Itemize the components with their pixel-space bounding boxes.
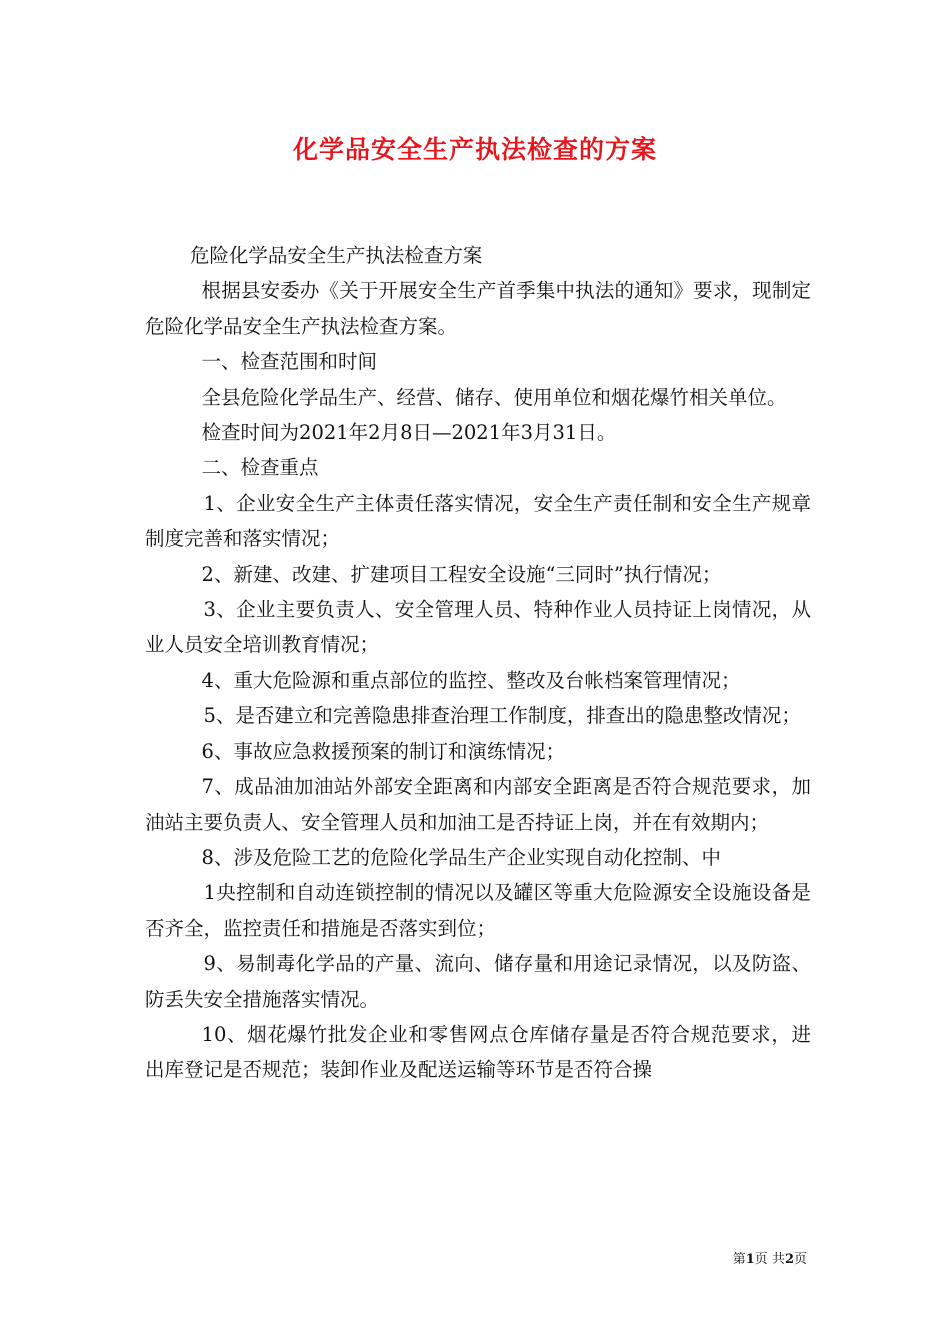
document-title: 化学品安全生产执法检查的方案 [292,135,657,164]
list-item: 3、企业主要负责人、安全管理人员、特种作业人员持证上岗情况，从业人员安全培训教育情况； [145,598,811,657]
list-item: 7、成品油加油站外部安全距离和内部安全距离是否符合规范要求，加油站主要负责人、安全管理人员和加油工是否持证上岗，并在有效期内； [145,775,811,834]
list-item: 1、企业安全生产主体责任落实情况，安全生产责任制和安全生产规章制度完善和落实情况； [145,491,811,551]
footer-page-number: 1 [745,1252,755,1267]
list-item: 1央控制和自动连锁控制的情况以及罐区等重大危险源安全设施设备是否齐全，监控责任和措施是否落实到位； [145,881,811,940]
scope-paragraph: 全县危险化学品生产、经营、储存、使用单位和烟花爆竹相关单位。 [201,385,787,409]
list-item: 10、烟花爆竹批发企业和零售网点仓库储存量是否符合规范要求，进出库登记是否规范；装卸作业及配送运输等环节是否符合操 [145,1022,811,1082]
list-item: 5、是否建立和完善隐患排查治理工作制度，排查出的隐患整改情况； [203,704,801,728]
section-heading-focus: 二、检查重点 [201,456,319,480]
intro-paragraph: 根据县安委办《关于开展安全生产首季集中执法的通知》要求，现制定危险化学品安全生产执法检查方案。 [145,279,811,338]
footer-prefix: 第 [732,1252,746,1267]
list-item: 8、涉及危险工艺的危险化学品生产企业实现自动化控制、中 [201,845,721,869]
list-item: 2、新建、改建、扩建项目工程安全设施“三同时”执行情况； [201,562,722,586]
subtitle-paragraph: 危险化学品安全生产执法检查方案 [189,244,483,267]
list-item: 9、易制毒化学品的产量、流向、储存量和用途记录情况，以及防盗、防丢失安全措施落实情况。 [145,952,811,1011]
list-item: 4、重大危险源和重点部位的监控、整改及台帐档案管理情况； [201,668,741,692]
footer-middle: 页 共 [754,1252,785,1267]
page-footer [733,1252,807,1268]
footer-suffix: 页 [793,1252,807,1267]
list-item: 6、事故应急救援预案的制订和演练情况； [201,739,565,763]
time-paragraph: 检查时间为2021年2月8日—2021年3月31日。 [201,421,617,445]
document-body [145,238,811,1088]
section-heading-scope: 一、检查范围和时间 [201,350,378,374]
footer-total-pages: 2 [784,1252,794,1267]
